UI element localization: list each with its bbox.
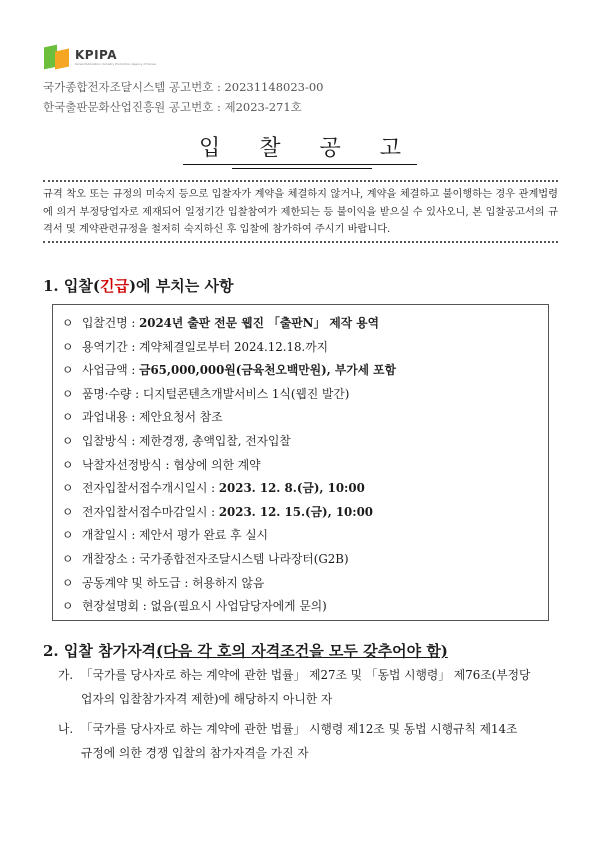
page-title: 입 찰 공 고 (183, 135, 417, 165)
agency-notice-number: 한국출판문화산업진흥원 공고번호 : 제2023-271호 (43, 100, 302, 114)
kpipa-logo (44, 44, 175, 70)
item-value: 계약체결일로부터 2024.12.18.까지 (139, 339, 329, 354)
qualification-item-na: 나. 「국가를 당사자로 하는 계약에 관한 법률」 시행령 제12조 및 동법 시행규칙 제14조 (58, 722, 518, 736)
bullet-marker: ㅇ (62, 457, 74, 472)
item-value: 2023. 12. 8.(금), 10:00 (218, 481, 365, 496)
item-value: 제안요청서 참조 (139, 410, 223, 425)
item-label: 사업금액 : (82, 363, 140, 378)
bullet-marker: ㅇ (62, 316, 74, 330)
bullet-marker: ㅇ (62, 386, 74, 401)
title-double-underline (232, 168, 372, 169)
bid-detail-item (62, 526, 268, 543)
g2b-notice-number: 국가종합전자조달시스템 공고번호 : 20231148023-00 (43, 80, 324, 94)
bid-detail-item (62, 314, 379, 331)
item-value: 국가종합전자조달시스템 나라장터(G2B) (139, 552, 349, 566)
item-label: 공동계약 및 하도급 : (82, 575, 193, 590)
item-value: 허용하지 않음 (192, 575, 265, 590)
item-label: 용역기간 : (82, 339, 140, 354)
qualification-item-na-cont: 규정에 의한 경쟁 입찰의 참가자격을 가진 자 (81, 746, 309, 760)
bullet-marker: ㅇ (62, 410, 74, 425)
item-label: 입찰방식 : (82, 434, 140, 448)
qualification-marker: 가. (58, 668, 74, 682)
bullet-marker: ㅇ (62, 575, 74, 590)
item-label: 품명·수량 : (82, 386, 143, 401)
bid-detail-item (62, 597, 327, 614)
section-2-heading: 2. 입찰 참가자격(다음 각 호의 자격조건을 모두 갖추어야 함) (43, 642, 448, 660)
item-value: 2024년 출판 전문 웹진 「출판N」 제작 용역 (139, 316, 380, 330)
bullet-marker: ㅇ (62, 481, 74, 496)
warning-notice: 규격 착오 또는 규정의 미숙지 등으로 입찰자가 계약을 체결하지 않거나, 계약을 체결하고 불이행하는 경우 관계법령에 의거 부정당업자로 제재되어 일정기간 입찰참여가 제한되는 등 불이익을 받으실 수 있사오니, 본 입찰공고서의 규격서 및 계약관련규정을 철저히 숙지하신 후 입찰에 참가하여 주시기 바랍니다. (43, 189, 558, 235)
bid-detail-item (62, 432, 291, 449)
kpipa-logo-icon (44, 44, 70, 70)
dotted-divider-top (43, 180, 558, 182)
bid-detail-item (62, 503, 373, 520)
bullet-marker: ㅇ (62, 599, 74, 614)
bullet-marker: ㅇ (62, 339, 74, 354)
logo-name: KPIPA (75, 47, 118, 62)
bid-detail-item (62, 408, 223, 425)
item-label: 입찰건명 : (82, 316, 140, 330)
section-1-heading: 1. 입찰(긴급)에 부치는 사항 (43, 277, 234, 295)
logo-subtitle: Korea Publication Industry Promotion Agency of Korea (75, 61, 156, 66)
item-label: 개찰장소 : (82, 552, 140, 566)
bid-detail-item (62, 550, 349, 567)
qualification-item-ga-cont: 업자의 입찰참가자격 제한)에 해당하지 아니한 자 (81, 692, 333, 706)
qualification-marker: 나. (58, 722, 74, 736)
bullet-marker: ㅇ (62, 552, 74, 566)
item-value: 2023. 12. 15.(금), 10:00 (218, 504, 374, 519)
item-label: 전자입찰서접수마감일시 : (82, 504, 219, 519)
urgent-label: 긴급 (99, 277, 129, 295)
bid-detail-item (62, 479, 365, 496)
item-value: 디지털콘텐츠개발서비스 1식(웹진 발간) (142, 386, 350, 401)
item-value: 제한경쟁, 총액입찰, 전자입찰 (139, 434, 291, 448)
item-value: 없음(필요시 사업담당자에게 문의) (150, 599, 327, 614)
bullet-marker: ㅇ (62, 434, 74, 448)
bid-detail-item (62, 456, 261, 473)
qualification-item-ga: 가. 「국가를 당사자로 하는 계약에 관한 법률」 제27조 및 「동법 시행령」 제76조(부정당 (58, 668, 531, 682)
bullet-marker: ㅇ (62, 504, 74, 519)
dotted-divider-bottom (43, 241, 558, 243)
item-value: 협상에 의한 계약 (173, 457, 261, 472)
bid-detail-item (62, 338, 328, 355)
item-label: 현장설명회 : (82, 599, 151, 614)
item-label: 개찰일시 : (82, 528, 140, 543)
bid-detail-item (62, 385, 349, 402)
bullet-marker: ㅇ (62, 528, 74, 543)
item-value: 제안서 평가 완료 후 실시 (139, 528, 269, 543)
bullet-marker: ㅇ (62, 363, 74, 378)
bid-detail-item (62, 361, 396, 378)
item-label: 낙찰자선정방식 : (82, 457, 174, 472)
bid-detail-item (62, 574, 264, 591)
item-label: 전자입찰서접수개시일시 : (82, 481, 219, 496)
item-label: 과업내용 : (82, 410, 140, 425)
item-value: 금65,000,000원(금육천오백만원), 부가세 포함 (139, 363, 396, 378)
